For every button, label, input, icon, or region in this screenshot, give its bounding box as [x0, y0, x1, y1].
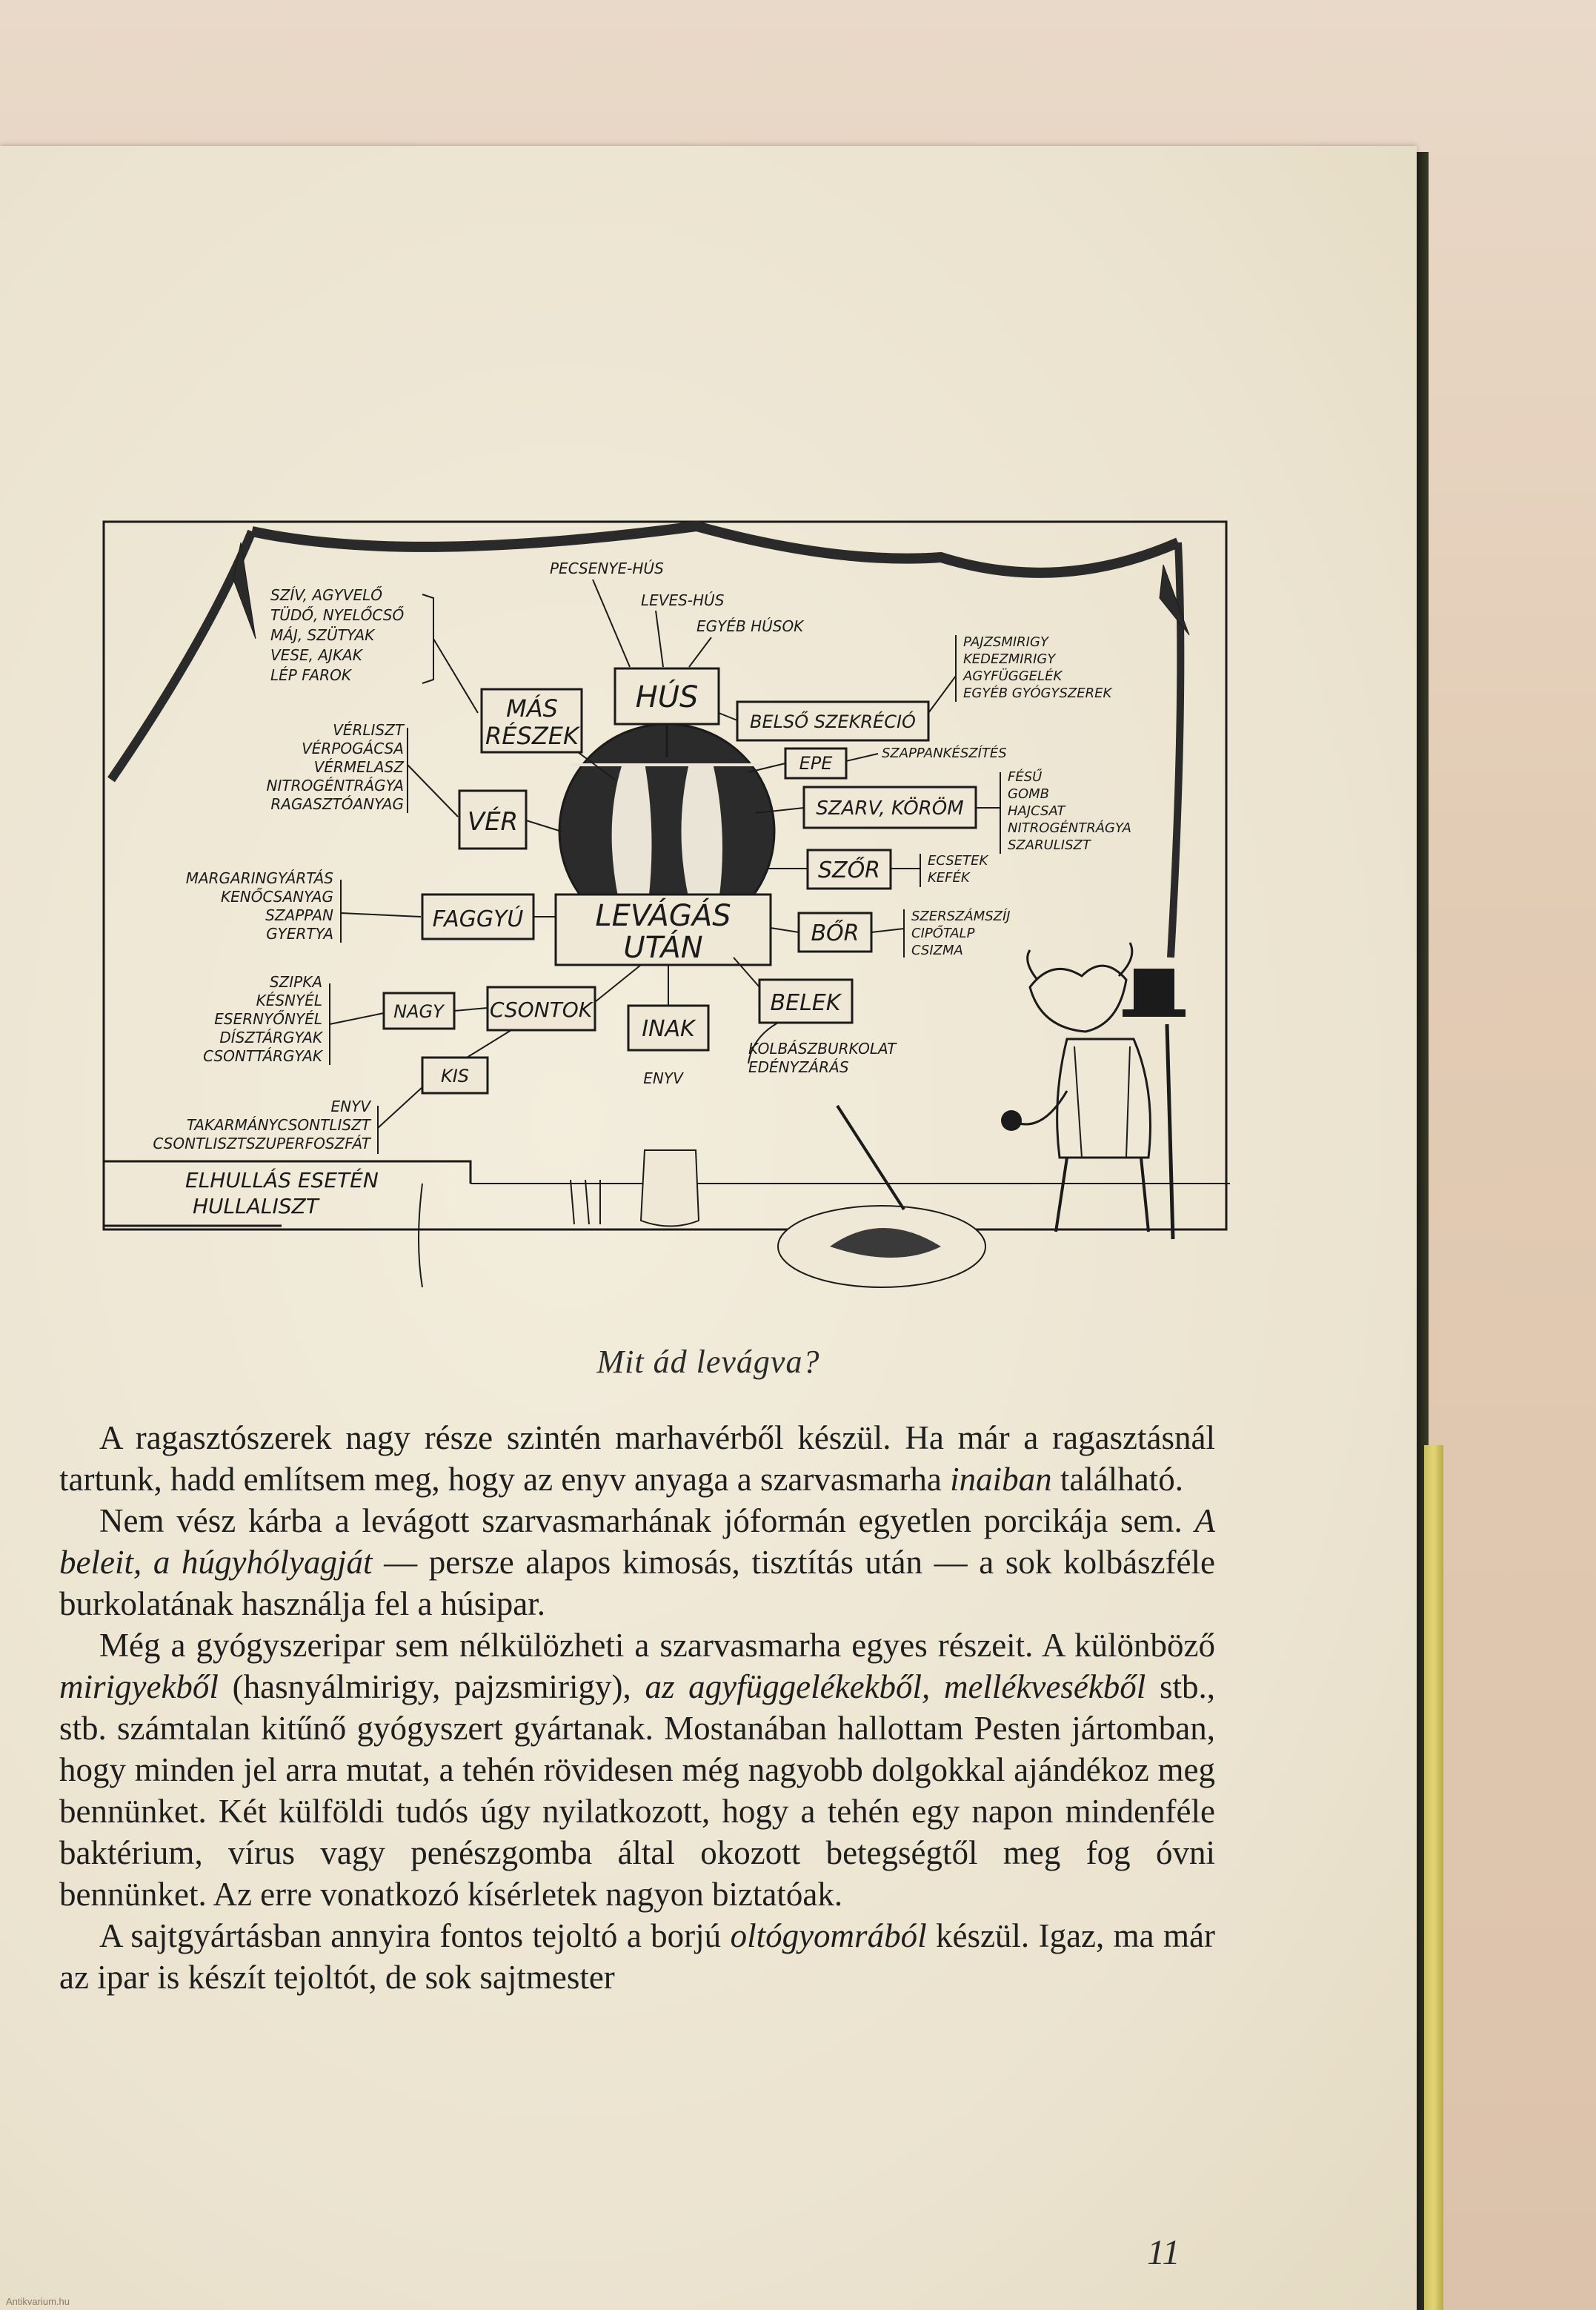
text-run: található. [1051, 1461, 1184, 1498]
italic-run: az agyfüggelékekből, mellékvesékből [645, 1668, 1146, 1705]
kis-item-2: TAKARMÁNYCSONTLISZT [186, 1116, 370, 1134]
kis-item-1: ENYV [330, 1098, 370, 1115]
szarv-item-4: NITROGÉNTRÁGYA [1008, 820, 1131, 836]
mas-reszek-line-1: MÁS [506, 694, 558, 723]
szarv-item-5: SZARULISZT [1008, 837, 1091, 853]
epe-label: EPE [799, 753, 833, 774]
epe-connector [846, 754, 878, 761]
nagy-item-3: ESERNYŐNYÉL [214, 1010, 322, 1028]
csontok-label: CSONTOK [489, 998, 593, 1022]
mas-item-3: MÁJ, SZÜTYAK [270, 626, 375, 644]
szor-item-1: ECSETEK [928, 853, 988, 869]
watermark: Antikvarium.hu [6, 2296, 70, 2307]
hus-product-1: PECSENYE-HÚS [550, 560, 664, 577]
ver-label: VÉR [467, 807, 519, 837]
mas-reszek-brace [422, 594, 478, 713]
garland-drape [252, 526, 1178, 573]
hus-connector-1 [593, 580, 630, 667]
belso-list [962, 634, 1113, 701]
italic-run: oltógyomrából [730, 1917, 927, 1954]
faggyu-item-3: SZAPPAN [265, 906, 333, 924]
text-run: A sajtgyártásban annyira fontos tejoltó a borjú [99, 1917, 731, 1954]
nagy-item-5: CSONTTÁRGYAK [203, 1047, 322, 1065]
ver-brace [408, 728, 458, 817]
right-tassel [1160, 565, 1189, 635]
belek-item-1: KOLBÁSZBURKOLAT [748, 1040, 897, 1058]
kis-to-csontok [467, 1030, 511, 1058]
paragraph-1 [59, 1417, 1215, 1500]
belso-to-hus [719, 713, 737, 720]
szarv-label: SZARV, KÖRÖM [816, 797, 964, 820]
nagy-brace [330, 983, 384, 1065]
nagy-item-2: KÉSNYÉL [256, 992, 322, 1009]
mas-item-2: TÜDŐ, NYELŐCSŐ [270, 606, 405, 624]
fork [837, 1106, 904, 1209]
belso-item-4: EGYÉB GYÓGYSZEREK [963, 686, 1112, 701]
italic-run: inaiban [950, 1461, 1052, 1498]
bor-list [911, 908, 1011, 958]
elhullas-line-2: HULLALISZT [193, 1194, 319, 1218]
left-curtain [111, 531, 252, 780]
ver-to-center [526, 820, 562, 832]
body-text [59, 1417, 1215, 1998]
mas-reszek-line-2: RÉSZEK [485, 722, 579, 750]
szarv-item-2: GOMB [1008, 786, 1049, 802]
belso-item-3: AGYFÜGGELÉK [963, 668, 1063, 684]
paragraph-2 [59, 1500, 1215, 1624]
ver-item-2: VÉRPOGÁCSA [302, 740, 404, 757]
hus-connector-2 [656, 611, 663, 667]
faggyu-item-4: GYERTYA [266, 925, 333, 943]
bor-item-1: SZERSZÁMSZÍJ [911, 909, 1011, 924]
text-run: — persze alapos kimosás, tisztítás után — a sok kolbászféle burkolatának használja fel a húsipar. [59, 1544, 1215, 1622]
drinking-glass [641, 1150, 699, 1227]
nagy-item-1: SZIPKA [269, 973, 322, 991]
ver-item-5: RAGASZTÓANYAG [270, 795, 404, 813]
mas-item-1: SZÍV, AGYVELŐ [270, 586, 382, 604]
bor-label: BŐR [811, 920, 859, 946]
center-line-2: UTÁN [623, 931, 703, 965]
belso-label: BELSŐ SZEKRÉCIÓ [750, 711, 916, 732]
nagy-label: NAGY [393, 1001, 444, 1022]
bor-item-3: CSIZMA [911, 943, 963, 958]
mas-item-4: VESE, AJKAK [270, 646, 362, 664]
bor-brace [871, 909, 904, 957]
szor-brace [891, 854, 920, 887]
kis-item-3: CSONTLISZTSZUPERFOSZFÁT [153, 1135, 370, 1152]
inak-item: ENYV [643, 1069, 683, 1087]
text-run: stb., stb. számtalan kitűnő gyógyszert gyártanak. Mostanában hallottam Pesten jártomban, hogy minden jel arra mutat, a tehén rövidesen még nagyobb dolgokkal ajándékoz meg bennünket. Két külföldi tudós úgy nyilatkozott, hogy a tehén egy napon mindenféle baktérium, vírus vagy penészgomba által okozott betegségtől meg fog óvni bennünket. Az erre vonatkozó kísérletek nagyon biztatóak. [59, 1668, 1216, 1913]
belso-item-1: PAJZSMIRIGY [963, 634, 1048, 650]
elhullas-line-1: ELHULLÁS ESETÉN [185, 1168, 379, 1192]
csontok-to-center [595, 965, 641, 1002]
belek-label: BELEK [770, 990, 841, 1016]
epe-item: SZAPPANKÉSZÍTÉS [882, 746, 1007, 761]
mas-reszek-list [270, 586, 404, 684]
text-run: A ragasztószerek nagy része szintén marhavérből készül. Ha már a ragasztásnál tartunk, hadd említsem meg, hogy az enyv anyaga a szarvasmarha [59, 1419, 1215, 1498]
nagy-list [203, 973, 324, 1065]
paragraph-3 [59, 1624, 1215, 1915]
cattle-products-diagram [96, 513, 1230, 1310]
kis-label: KIS [440, 1066, 470, 1086]
mas-item-5: LÉP FAROK [270, 666, 351, 684]
hus-connector-3 [689, 637, 711, 667]
hus-label: HÚS [635, 680, 699, 714]
paragraph-4 [59, 1915, 1215, 1998]
kis-brace [378, 1087, 422, 1154]
carcass-half-right [682, 765, 722, 906]
ver-list [267, 721, 405, 813]
szor-item-2: KEFÉK [928, 870, 970, 886]
tablecloth-fold [419, 1184, 422, 1287]
carcass-half-left [612, 765, 651, 906]
italic-run: mirigyekből [59, 1668, 219, 1705]
bor-to-center [771, 928, 799, 932]
faggyu-brace [341, 880, 421, 943]
ver-item-4: NITROGÉNTRÁGYA [266, 777, 404, 794]
faggyu-label: FAGGYÚ [432, 906, 524, 932]
figure-caption: Mit ád levágva? [596, 1344, 820, 1380]
szarv-item-3: HAJCSAT [1008, 803, 1065, 819]
cutlery [571, 1180, 600, 1224]
text-run: Még a gyógyszeripar sem nélkülözheti a szarvasmarha egyes részeit. A különböző [99, 1627, 1215, 1664]
hus-product-3: EGYÉB HÚSOK [696, 617, 804, 635]
belek-item-2: EDÉNYZÁRÁS [748, 1058, 849, 1076]
italic-run: A beleit, a húgyhólyagját [59, 1502, 1215, 1581]
nagy-to-csontok [454, 1008, 488, 1011]
hus-product-2: LEVES-HÚS [641, 591, 725, 609]
belso-brace [928, 635, 956, 713]
bor-item-2: CIPŐTALP [911, 926, 975, 941]
szor-label: SZŐR [817, 857, 881, 883]
center-line-1: LEVÁGÁS [595, 899, 731, 933]
ver-item-3: VÉRMELASZ [313, 758, 404, 776]
book-page [0, 146, 1417, 2310]
faggyu-item-1: MARGARINGYÁRTÁS [185, 869, 333, 887]
szarv-brace [976, 772, 1000, 854]
faggyu-list [186, 869, 334, 943]
kis-list [153, 1098, 371, 1152]
page-number: 11 [1147, 2233, 1180, 2272]
text-run: készül. Igaz, ma már az ipar is készít tejoltót, de sok sajtmester [59, 1917, 1215, 1996]
belso-item-2: KEDEZMIRIGY [963, 651, 1056, 667]
book-cover-yellow-edge [1424, 1445, 1443, 2310]
nagy-item-4: DÍSZTÁRGYAK [219, 1029, 322, 1046]
inak-label: INAK [642, 1016, 695, 1042]
ver-item-1: VÉRLISZT [333, 721, 404, 739]
text-run: (hasnyálmirigy, pajzsmirigy), [218, 1668, 645, 1705]
text-run: Nem vész kárba a levágott szarvasmarhának jóformán egyetlen porcikája sem. [99, 1502, 1195, 1539]
szarv-list [1008, 769, 1131, 853]
faggyu-item-2: KENŐCSANYAG [221, 888, 333, 906]
szarv-item-1: FÉSŰ [1008, 769, 1043, 785]
dressed-cow-figure [1001, 943, 1186, 1239]
